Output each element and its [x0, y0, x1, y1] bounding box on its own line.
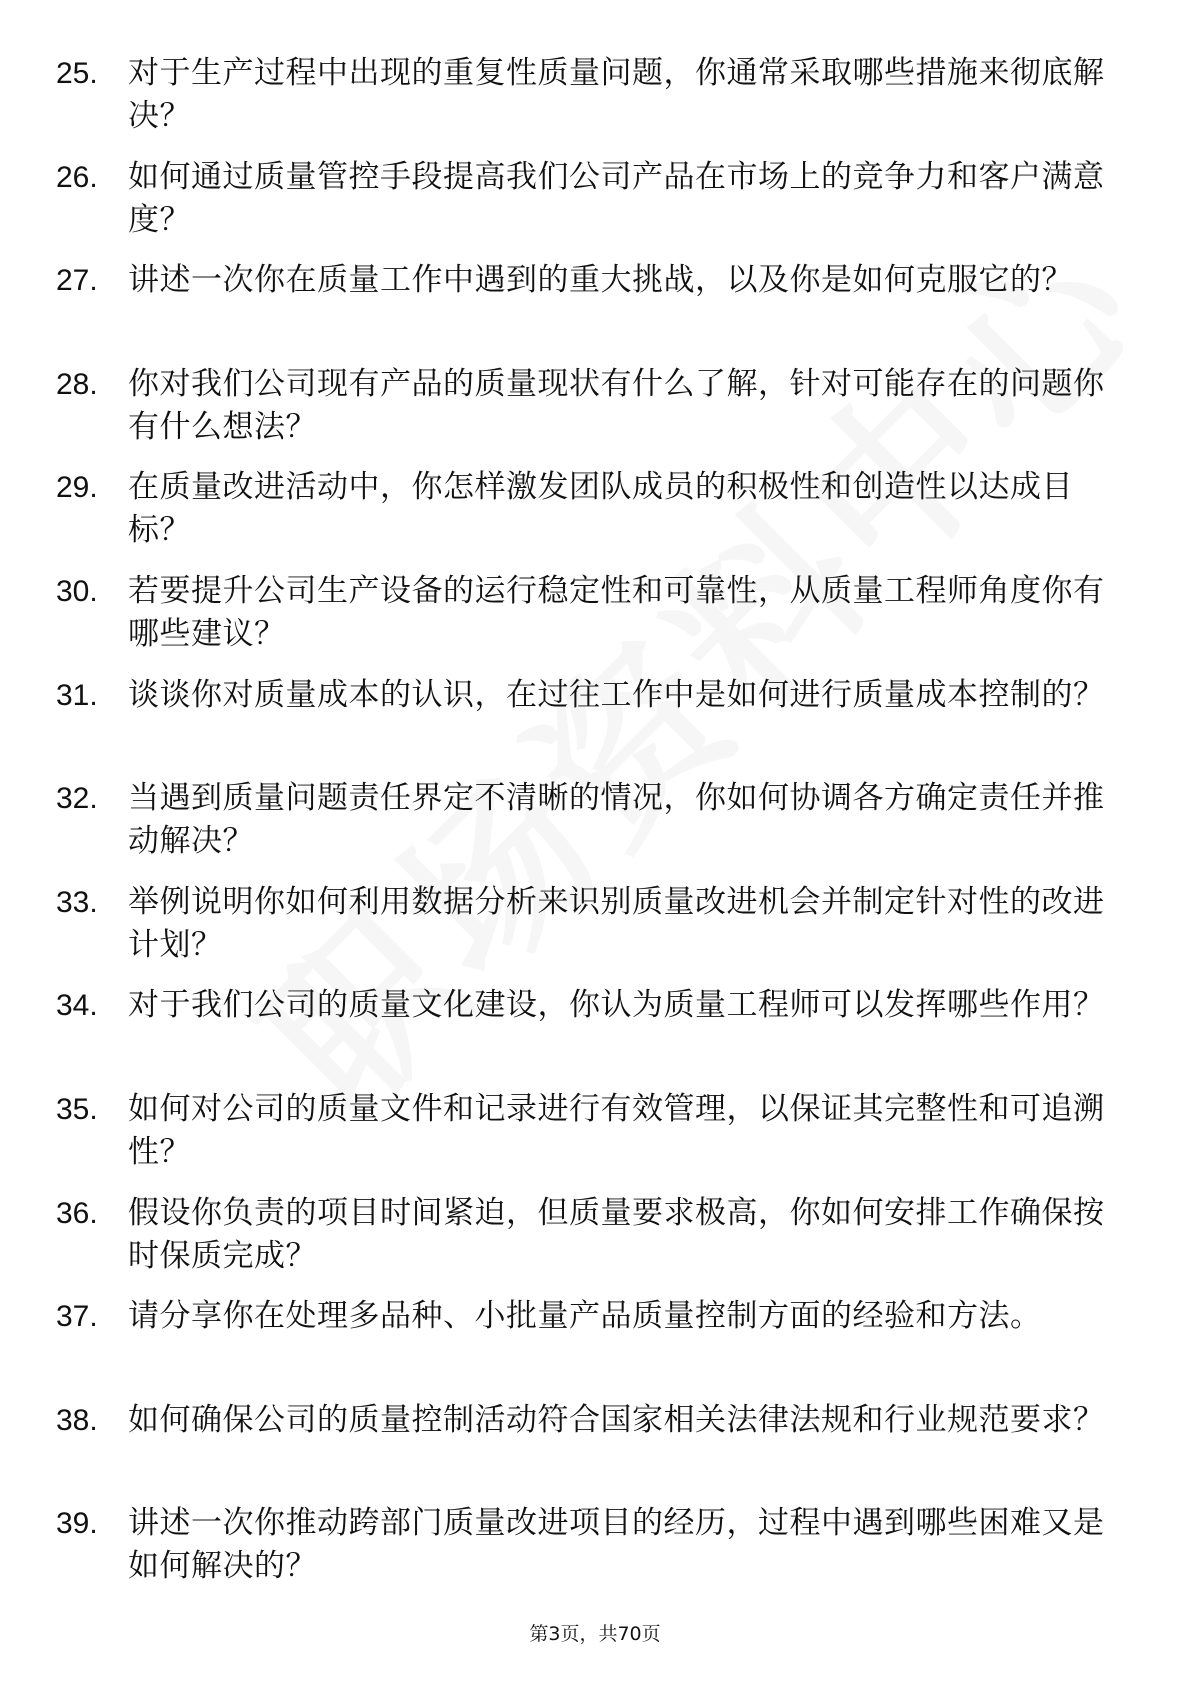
question-item: [0, 1502, 1190, 1606]
question-number: 34.: [56, 989, 98, 1023]
question-text: 你对我们公司现有产品的质量现状有什么了解，针对可能存在的问题你有什么想法？: [128, 365, 1105, 445]
question-text: 请分享你在处理多品种、小批量产品质量控制方面的经验和方法。: [128, 1298, 1042, 1335]
question-text: 在质量改进活动中，你怎样激发团队成员的积极性和创造性以达成目标？: [128, 469, 1073, 549]
question-item: [0, 674, 1190, 778]
question-text: 对于我们公司的质量文化建设，你认为质量工程师可以发挥哪些作用？: [128, 987, 1105, 1024]
question-text: 假设你负责的项目时间紧迫，但质量要求极高，你如何安排工作确保按时保质完成？: [128, 1194, 1105, 1274]
question-number: 25.: [56, 57, 98, 90]
question-item: [0, 52, 1190, 156]
question-text: 如何确保公司的质量控制活动符合国家相关法律法规和行业规范要求？: [128, 1401, 1105, 1438]
question-item: [0, 777, 1190, 881]
question-number: 37.: [56, 1300, 98, 1334]
question-text: 讲述一次你推动跨部门质量改进项目的经历，过程中遇到哪些困难又是如何解决的？: [128, 1505, 1105, 1585]
question-number: 28.: [56, 367, 98, 401]
question-item: [0, 1192, 1190, 1296]
question-item: [0, 259, 1190, 363]
question-number: 39.: [56, 1507, 98, 1541]
question-item: [0, 881, 1190, 985]
question-number: 36.: [56, 1196, 98, 1230]
question-list: [0, 52, 1190, 1606]
question-item: [0, 363, 1190, 467]
question-number: 27.: [56, 264, 98, 298]
question-number: 31.: [56, 678, 98, 712]
question-item: [0, 570, 1190, 674]
question-number: 35.: [56, 1092, 98, 1126]
question-number: 29.: [56, 471, 98, 505]
question-item: [0, 1088, 1190, 1192]
question-text: 谈谈你对质量成本的认识，在过往工作中是如何进行质量成本控制的？: [128, 676, 1105, 713]
question-item: [0, 156, 1190, 260]
question-text: 如何通过质量管控手段提高我们公司产品在市场上的竞争力和客户满意度？: [128, 158, 1105, 238]
question-number: 26.: [56, 160, 98, 194]
question-number: 30.: [56, 574, 98, 608]
page-footer: [0, 1621, 1190, 1647]
question-item: [0, 984, 1190, 1088]
question-text: 如何对公司的质量文件和记录进行有效管理，以保证其完整性和可追溯性？: [128, 1090, 1105, 1170]
question-number: 32.: [56, 782, 98, 816]
question-item: [0, 1399, 1190, 1503]
question-number: 33.: [56, 885, 98, 919]
question-text: 举例说明你如何利用数据分析来识别质量改进机会并制定针对性的改进计划？: [128, 883, 1105, 963]
question-text: 讲述一次你在质量工作中遇到的重大挑战，以及你是如何克服它的？: [128, 262, 1073, 299]
question-number: 38.: [56, 1403, 98, 1437]
page-number: 第3页，共70页: [529, 1623, 661, 1645]
question-text: 对于生产过程中出现的重复性质量问题，你通常采取哪些措施来彻底解决？: [128, 55, 1105, 134]
question-text: 若要提升公司生产设备的运行稳定性和可靠性，从质量工程师角度你有哪些建议？: [128, 572, 1105, 652]
question-item: [0, 466, 1190, 570]
question-text: 当遇到质量问题责任界定不清晰的情况，你如何协调各方确定责任并推动解决？: [128, 780, 1105, 860]
question-item: [0, 1295, 1190, 1399]
